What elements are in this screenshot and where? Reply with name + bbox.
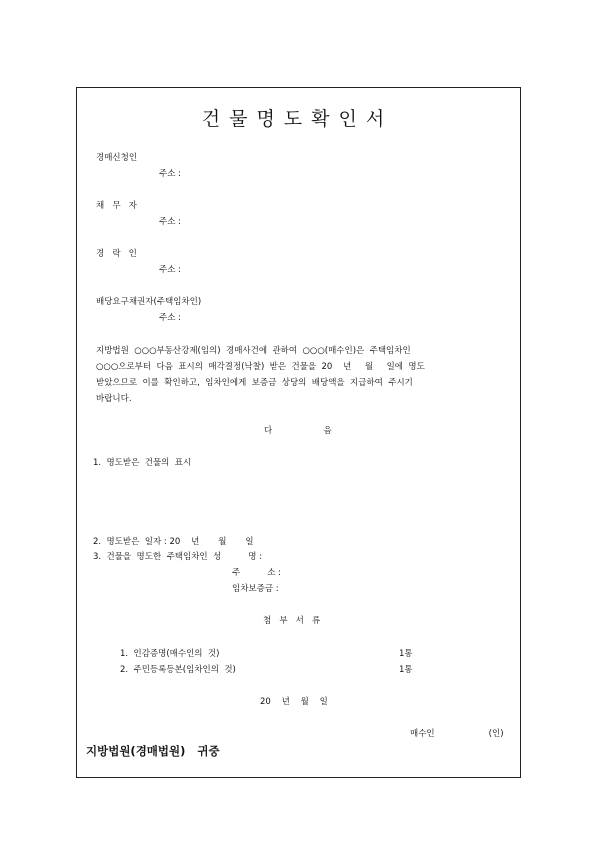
party-debtor-address: 주소 : <box>159 217 181 227</box>
item-date: 2. 명도받은 일자 : 20 년 월 일 <box>93 537 254 547</box>
body-line: 바랍니다. <box>96 394 132 404</box>
buyer-signature-line: 매수인 (인) <box>410 729 504 739</box>
party-bidder-label: 경 락 인 <box>96 249 137 259</box>
party-creditor-label: 배당요구채권자(주택임차인) <box>96 297 202 307</box>
item-building: 1. 명도받은 건물의 표시 <box>93 458 192 468</box>
attachments-heading: 첨 부 서 류 <box>263 616 321 626</box>
next-heading: 다 음 <box>264 426 332 436</box>
item-tenant-name: 3. 건물을 명도한 주택임차인 성 명 : <box>93 552 263 562</box>
addressee-court: 지방법원(경매법원) 귀중 <box>86 744 220 758</box>
party-debtor-label: 채 무 자 <box>96 201 137 211</box>
attachment-item: 2. 주민등록등본(임차인의 것) <box>120 665 236 675</box>
document-title: 건물명도확인서 <box>201 108 394 130</box>
party-creditor-address: 주소 : <box>159 313 181 323</box>
attachment-count: 1통 <box>399 665 413 675</box>
body-line: 지방법원 ○○○부동산강제(임의) 경매사건에 관하여 ○○○(매수인)은 주택임차인 <box>96 346 411 356</box>
body-line: 받았으므로 이를 확인하고, 임차인에게 보증금 상당의 배당액을 지급하여 주시기 <box>96 378 413 388</box>
item-tenant-address: 주 소 : <box>232 568 282 578</box>
party-applicant-address: 주소 : <box>159 169 181 179</box>
item-tenant-deposit: 임차보증금 : <box>232 584 279 594</box>
signing-date: 20 년 월 일 <box>260 697 328 707</box>
attachment-count: 1통 <box>399 649 413 659</box>
attachment-item: 1. 인감증명(매수인의 것) <box>120 649 220 659</box>
party-bidder-address: 주소 : <box>159 265 181 275</box>
body-line: ○○○으로부터 다음 표시의 매각결정(낙찰) 받은 건물을 20 년 월 일에 명도 <box>96 362 425 372</box>
party-applicant-label: 경매신청인 <box>96 153 138 163</box>
